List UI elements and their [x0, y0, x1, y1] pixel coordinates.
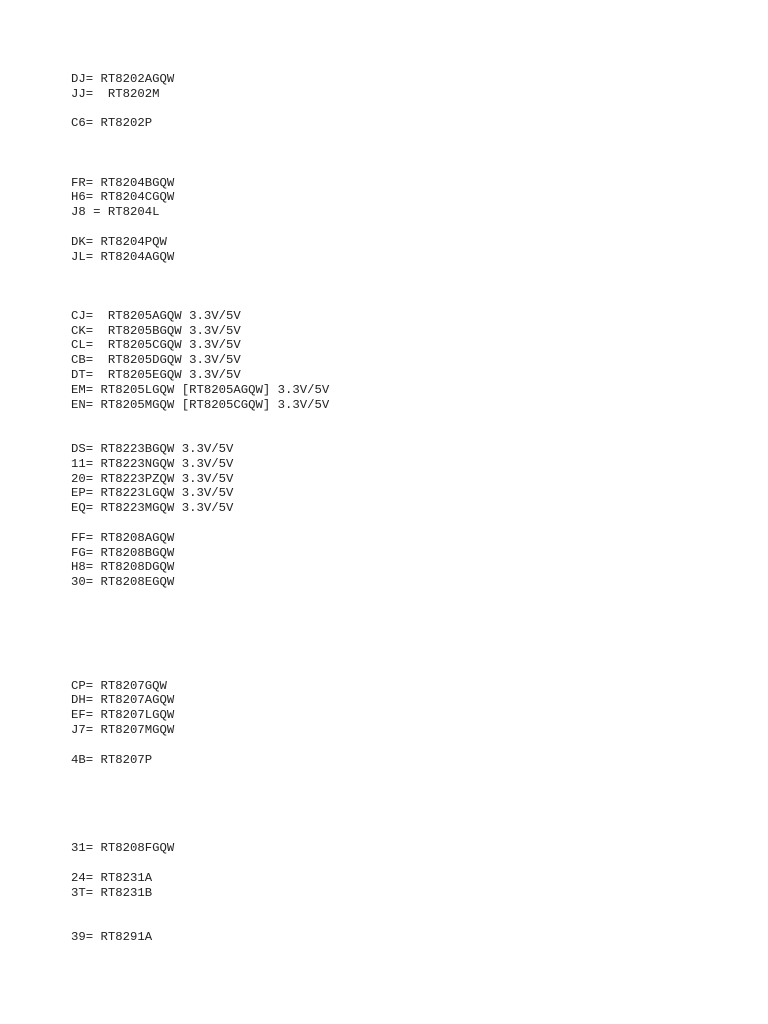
blank-line: [71, 279, 731, 294]
marking-code-line: EP= RT8223LGQW 3.3V/5V: [71, 486, 234, 501]
blank-line: [71, 738, 731, 753]
marking-code-line: CJ= RT8205AGQW 3.3V/5V: [71, 308, 241, 323]
blank-line: [71, 516, 731, 531]
marking-code-line: JL= RT8204AGQW: [71, 249, 175, 264]
marking-code-line: CL= RT8205CGQW 3.3V/5V: [71, 338, 241, 353]
marking-code-line: 11= RT8223NGQW 3.3V/5V: [71, 456, 234, 471]
blank-line: [71, 797, 731, 812]
marking-code-line: 31= RT8208FGQW: [71, 841, 175, 856]
marking-code-line: DS= RT8223BGQW 3.3V/5V: [71, 441, 234, 456]
marking-code-line: EN= RT8205MGQW [RT8205CGQW] 3.3V/5V: [71, 397, 330, 412]
blank-line: [71, 590, 731, 605]
marking-code-line: H6= RT8204CGQW: [71, 190, 175, 205]
blank-line: [71, 901, 731, 916]
marking-code-line: J8 = RT8204L: [71, 205, 160, 220]
marking-code-line: CK= RT8205BGQW 3.3V/5V: [71, 323, 241, 338]
blank-line: [71, 812, 731, 827]
marking-code-line: 3T= RT8231B: [71, 885, 153, 900]
marking-code-line: H8= RT8208DGQW: [71, 560, 175, 575]
blank-line: [71, 131, 731, 146]
marking-code-line: DT= RT8205EGQW 3.3V/5V: [71, 367, 241, 382]
blank-line: [71, 649, 731, 664]
blank-line: [71, 605, 731, 620]
marking-code-line: C6= RT8202P: [71, 116, 153, 131]
marking-code-line: 24= RT8231A: [71, 871, 153, 886]
marking-code-line: 4B= RT8207P: [71, 752, 153, 767]
marking-code-line: CP= RT8207GQW: [71, 678, 167, 693]
blank-line: [71, 146, 731, 161]
blank-line: [71, 294, 731, 309]
marking-code-line: EM= RT8205LGQW [RT8205AGQW] 3.3V/5V: [71, 382, 330, 397]
blank-line: [71, 161, 731, 176]
blank-line: [71, 220, 731, 235]
marking-code-line: 39= RT8291A: [71, 930, 153, 945]
marking-code-line: J7= RT8207MGQW: [71, 723, 175, 738]
blank-line: [71, 412, 731, 427]
marking-code-line: DH= RT8207AGQW: [71, 693, 175, 708]
marking-code-line: FG= RT8208BGQW: [71, 545, 175, 560]
blank-line: [71, 856, 731, 871]
marking-code-line: FR= RT8204BGQW: [71, 175, 175, 190]
marking-code-line: FF= RT8208AGQW: [71, 530, 175, 545]
blank-line: [71, 782, 731, 797]
blank-line: [71, 915, 731, 930]
marking-code-line: 30= RT8208EGQW: [71, 575, 175, 590]
blank-line: [71, 102, 731, 117]
marking-code-line: DJ= RT8202AGQW: [71, 72, 175, 86]
marking-code-line: JJ= RT8202M: [71, 86, 160, 101]
blank-line: [71, 619, 731, 634]
blank-line: [71, 427, 731, 442]
blank-line: [71, 827, 731, 842]
blank-line: [71, 634, 731, 649]
document-body: [71, 72, 731, 945]
marking-code-line: EQ= RT8223MGQW 3.3V/5V: [71, 501, 234, 516]
marking-code-line: CB= RT8205DGQW 3.3V/5V: [71, 353, 241, 368]
blank-line: [71, 767, 731, 782]
blank-line: [71, 664, 731, 679]
marking-code-line: DK= RT8204PQW: [71, 234, 167, 249]
marking-code-line: EF= RT8207LGQW: [71, 708, 175, 723]
blank-line: [71, 264, 731, 279]
marking-code-line: 20= RT8223PZQW 3.3V/5V: [71, 471, 234, 486]
